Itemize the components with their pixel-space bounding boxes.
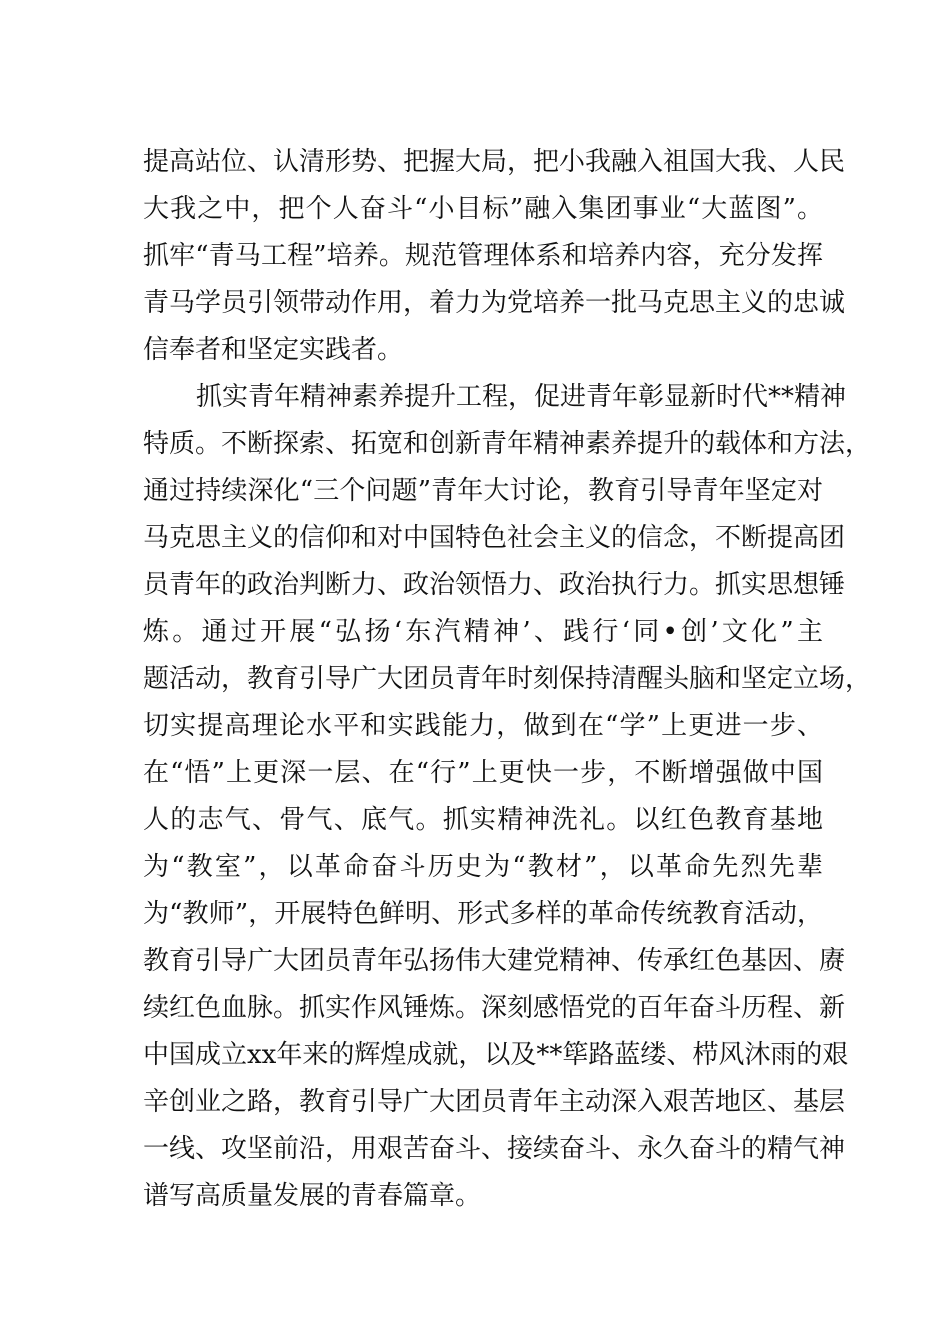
text-line: 大我之中，把个人奋斗“小目标”融入集团事业“大蓝图”。: [143, 194, 823, 224]
text-line: 通过持续深化“三个问题”青年大讨论，教育引导青年坚定对: [143, 476, 823, 506]
text-line: 切实提高理论水平和实践能力，做到在“学”上更进一步、: [143, 711, 823, 741]
text-line: 信奉者和坚定实践者。: [143, 335, 404, 365]
text-line: 教育引导广大团员青年弘扬伟大建党精神、传承红色基因、赓: [143, 946, 846, 976]
text-line: 为“教师”，开展特色鲜明、形式多样的革命传统教育活动，: [143, 899, 823, 929]
text-line: 题活动，教育引导广大团员青年时刻保持清醒头脑和坚定立场，: [143, 664, 872, 694]
text-line: 为“教室”，以革命奋斗历史为“教材”，以革命先烈先辈: [143, 852, 823, 882]
text-line: 抓实青年精神素养提升工程，促进青年彰显新时代**精神: [196, 382, 847, 412]
text-line: 马克思主义的信仰和对中国特色社会主义的信念，不断提高团: [143, 523, 846, 553]
text-line: 提高站位、认清形势、把握大局，把小我融入祖国大我、人民: [143, 147, 846, 177]
text-line: 员青年的政治判断力、政治领悟力、政治执行力。抓实思想锤: [143, 570, 846, 600]
text-line: 一线、攻坚前沿，用艰苦奋斗、接续奋斗、永久奋斗的精气神: [143, 1134, 846, 1164]
text-line: 抓牢“青马工程”培养。规范管理体系和培养内容，充分发挥: [143, 241, 823, 271]
text-line: 续红色血脉。抓实作风锤炼。深刻感悟党的百年奋斗历程、新: [143, 993, 846, 1023]
text-line: 炼。通过开展“弘扬‘东汽精神’、践行‘同•创’文化”主: [143, 617, 823, 647]
text-line: 在“悟”上更深一层、在“行”上更快一步，不断增强做中国: [143, 758, 823, 788]
text-line: 谱写高质量发展的青春篇章。: [143, 1181, 482, 1211]
text-line: 人的志气、骨气、底气。抓实精神洗礼。以红色教育基地: [143, 805, 823, 835]
text-line: 中国成立xx年来的辉煌成就，以及**筚路蓝缕、栉风沐雨的艰: [143, 1040, 849, 1070]
text-line: 辛创业之路，教育引导广大团员青年主动深入艰苦地区、基层: [143, 1087, 846, 1117]
text-line: 青马学员引领带动作用，着力为党培养一批马克思主义的忠诚: [143, 288, 846, 318]
text-line: 特质。不断探索、拓宽和创新青年精神素养提升的载体和方法，: [143, 429, 872, 459]
